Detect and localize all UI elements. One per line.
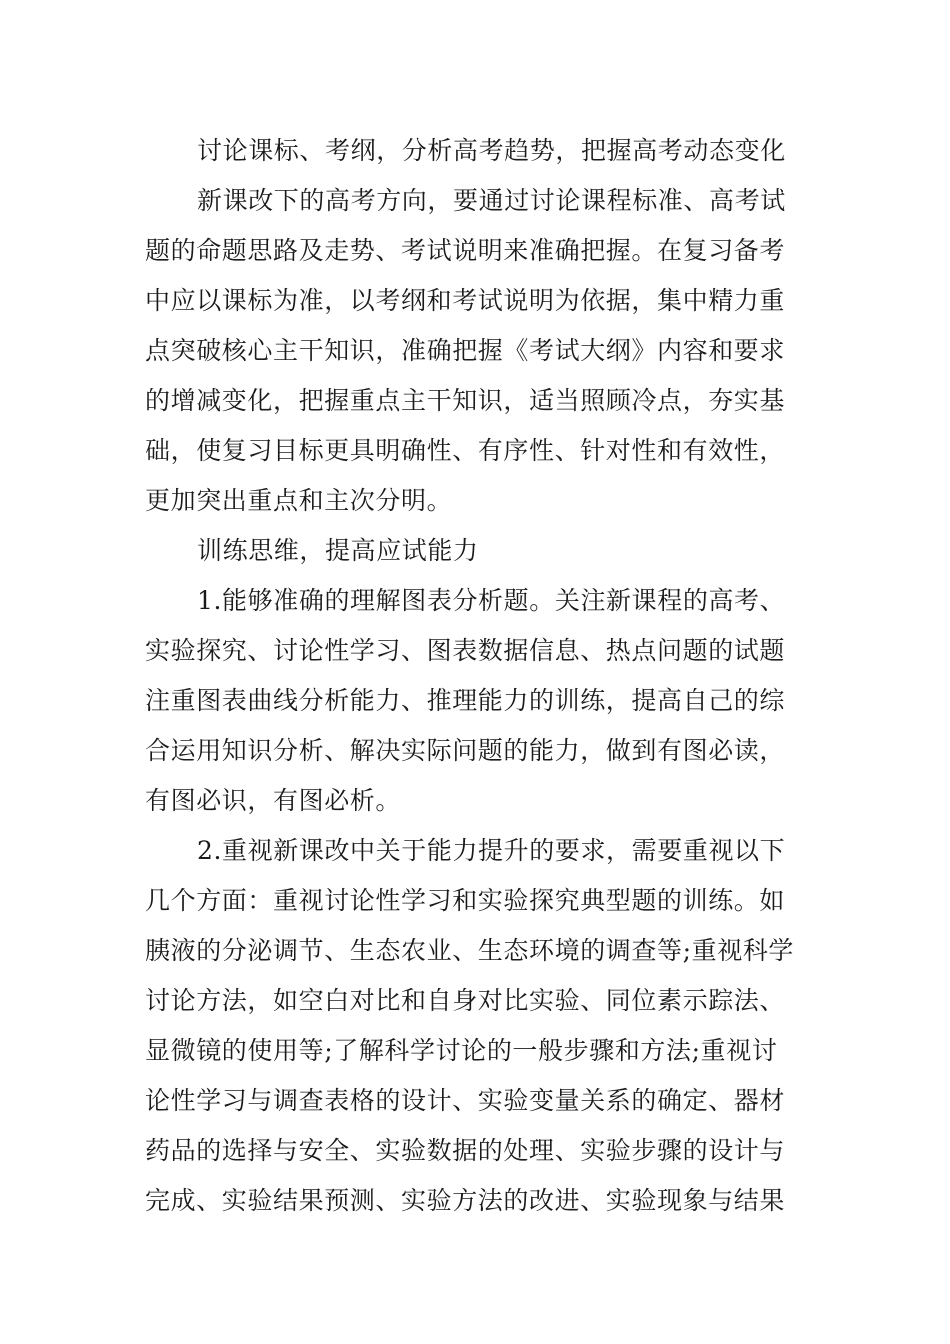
paragraph-line: 几个方面：重视讨论性学习和实验探究典型题的训练。如 — [145, 886, 786, 915]
paragraph-line: 新课改下的高考方向，要通过讨论课程标准、高考试 — [197, 186, 786, 215]
paragraph-line: 实验探究、讨论性学习、图表数据信息、热点问题的试题 — [145, 636, 786, 665]
paragraph-line: 显微镜的使用等;了解科学讨论的一般步骤和方法;重视讨 — [145, 1036, 778, 1065]
paragraph-line: 胰液的分泌调节、生态农业、生态环境的调查等;重视科学 — [145, 936, 795, 965]
paragraph-line: 1.能够准确的理解图表分析题。关注新课程的高考、 — [197, 586, 786, 615]
paragraph-line: 完成、实验结果预测、实验方法的改进、实验现象与结果 — [145, 1186, 786, 1215]
paragraph-line: 讨论方法，如空白对比和自身对比实验、同位素示踪法、 — [145, 986, 786, 1015]
paragraph-line: 论性学习与调查表格的设计、实验变量关系的确定、器材 — [145, 1086, 786, 1115]
paragraph-line: 药品的选择与安全、实验数据的处理、实验步骤的设计与 — [145, 1136, 786, 1165]
list-item-2 — [145, 826, 809, 1226]
paragraph-line: 有图必识，有图必析。 — [145, 786, 402, 815]
paragraph-line: 础，使复习目标更具明确性、有序性、针对性和有效性， — [145, 436, 786, 465]
paragraph-line: 2.重视新课改中关于能力提升的要求，需要重视以下 — [197, 836, 786, 865]
section-heading-curriculum: 讨论课标、考纲，分析高考趋势，把握高考动态变化 — [197, 136, 786, 165]
paragraph-line: 中应以课标为准，以考纲和考试说明为依据，集中精力重 — [145, 286, 786, 315]
document-page — [145, 126, 809, 1226]
paragraph-line: 的增减变化，把握重点主干知识，适当照顾冷点，夯实基 — [145, 386, 786, 415]
section-heading-thinking: 训练思维，提高应试能力 — [197, 536, 479, 565]
list-item-1 — [145, 576, 809, 826]
paragraph-line: 点突破核心主干知识，准确把握《考试大纲》内容和要求 — [145, 336, 786, 365]
paragraph-curriculum — [145, 176, 809, 526]
paragraph-line: 注重图表曲线分析能力、推理能力的训练，提高自己的综 — [145, 686, 786, 715]
paragraph-line: 更加突出重点和主次分明。 — [145, 486, 453, 515]
paragraph-line: 题的命题思路及走势、考试说明来准确把握。在复习备考 — [145, 236, 786, 265]
paragraph-line: 合运用知识分析、解决实际问题的能力，做到有图必读， — [145, 736, 786, 765]
